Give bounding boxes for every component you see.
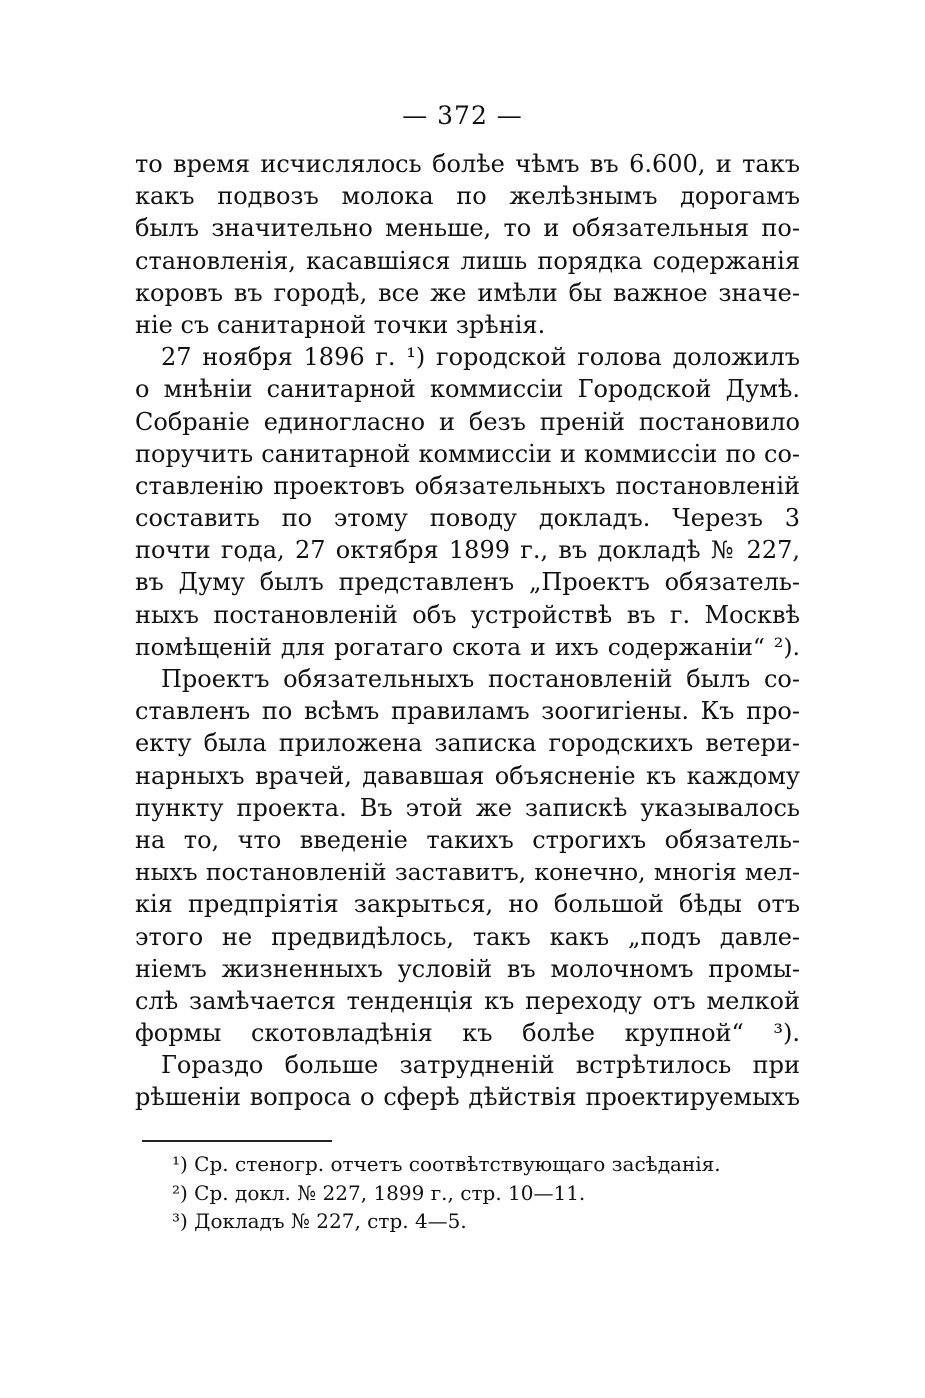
text-line: становленія, касавшіяся лишь порядка содержанія bbox=[135, 246, 800, 275]
footnote-divider bbox=[142, 1140, 332, 1142]
text-line: ныхъ постановленій заставитъ, конечно, многія мел- bbox=[135, 858, 800, 887]
footnote: ¹) Ср. стеногр. отчетъ соотвѣтствующаго засѣданія. bbox=[172, 1152, 721, 1176]
text-line: на то, что введеніе такихъ строгихъ обязатель- bbox=[135, 825, 800, 854]
text-line: нарныхъ врачей, дававшая объясненіе къ каждому bbox=[135, 761, 800, 790]
text-line: слѣ замѣчается тенденція къ переходу отъ мелкой bbox=[135, 986, 800, 1015]
text-line: Гораздо больше затрудненій встрѣтилось при bbox=[161, 1051, 800, 1080]
text-line: поручить санитарной коммиссіи и коммиссіи по со- bbox=[135, 439, 800, 468]
text-line: пункту проекта. Въ этой же запискѣ указывалось bbox=[135, 793, 800, 822]
text-line: коровъ въ городѣ, все же имѣли бы важное значе- bbox=[135, 278, 800, 307]
body-text bbox=[135, 148, 800, 1114]
text-line: почти года, 27 октября 1899 г., въ докладѣ № 227, bbox=[135, 536, 800, 565]
text-line: какъ подвозъ молока по желѣзнымъ дорогамъ bbox=[135, 182, 800, 211]
text-line: этого не предвидѣлось, такъ какъ „подъ давле- bbox=[135, 922, 800, 951]
text-line: ныхъ постановленій объ устройствѣ въ г. Москвѣ bbox=[135, 600, 800, 629]
text-line: ніемъ жизненныхъ условій въ молочномъ промы- bbox=[135, 954, 800, 983]
text-line: въ Думу былъ представленъ „Проектъ обязатель- bbox=[135, 568, 800, 597]
text-line: ставленію проектовъ обязательныхъ постановленій bbox=[135, 471, 800, 500]
text-line: о мнѣніи санитарной коммиссіи Городской Думѣ. bbox=[135, 375, 800, 404]
text-line: екту была приложена записка городскихъ ветери- bbox=[135, 729, 800, 758]
text-line: былъ значительно меньше, то и обязательныя по- bbox=[135, 214, 800, 243]
footnote: ²) Ср. докл. № 227, 1899 г., стр. 10—11. bbox=[172, 1180, 586, 1205]
text-line: формы скотовладѣнія къ болѣе крупной“ ³). bbox=[135, 1019, 800, 1048]
footnotes bbox=[172, 1150, 792, 1236]
text-line: то время исчислялось болѣе чѣмъ въ 6.600, и такъ bbox=[135, 150, 800, 178]
text-line: составить по этому поводу докладъ. Черезъ 3 bbox=[135, 504, 800, 533]
text-line: помѣщеній для рогатаго скота и ихъ содержаніи“ ²). bbox=[135, 632, 800, 661]
footnote: ³) Докладъ № 227, стр. 4—5. bbox=[172, 1209, 467, 1233]
text-line: кія предпріятія закрыться, но большой бѣды отъ bbox=[135, 890, 800, 919]
page-number: — 372 — bbox=[402, 101, 523, 130]
text-line: ніе съ санитарной точки зрѣнія. bbox=[135, 310, 546, 339]
text-line: Собраніе единогласно и безъ преній постановило bbox=[135, 407, 800, 436]
text-line: 27 ноября 1896 г. ¹) городской голова доложилъ bbox=[161, 343, 800, 372]
text-line: ставленъ по всѣмъ правиламъ зоогигіены. Къ про- bbox=[135, 697, 800, 726]
text-line: Проектъ обязательныхъ постановленій былъ со- bbox=[161, 665, 800, 693]
text-line: рѣшеніи вопроса о сферѣ дѣйствія проектируемыхъ bbox=[135, 1083, 800, 1112]
